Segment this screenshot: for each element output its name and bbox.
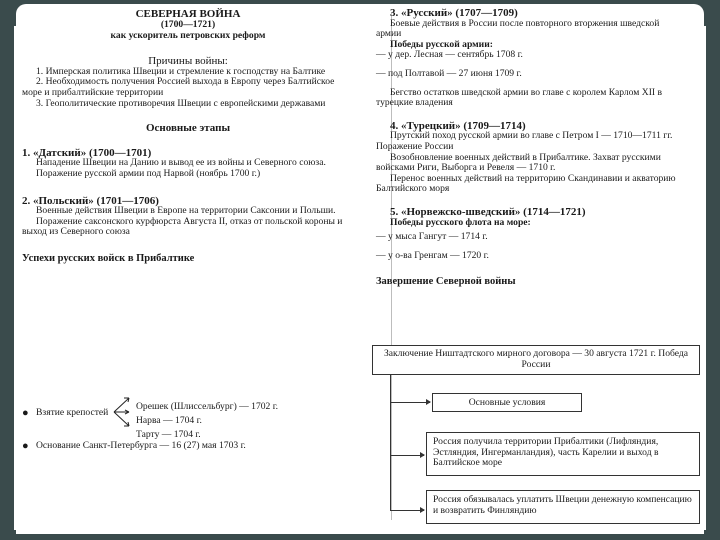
arrow-right-icon: [420, 507, 425, 513]
fortress-item: Орешек (Шлиссельбург) — 1702 г.: [136, 400, 279, 412]
fleet-label: Победы русского флота на море:: [390, 216, 531, 228]
conditions-label: Основные условия: [468, 397, 546, 408]
stage5-title: 5. «Норвежско-шведский» (1714—1721): [390, 205, 586, 218]
flight-text: Бегство остатков шведской армии во главе с королем Карлом XII в турецкие владения: [376, 86, 663, 109]
victory-item: — под Полтавой — 27 июня 1709 г.: [376, 67, 522, 79]
treaty-box: [372, 345, 700, 375]
stage3-title: 3. «Русский» (1707—1709): [390, 7, 518, 19]
condition-box: [426, 490, 700, 524]
founding-text: Основание Санкт-Петербурга — 16 (27) мая 1703 г.: [36, 440, 246, 451]
successes-heading: Успехи русских войск в Прибалтике: [22, 252, 195, 264]
bullet-icon: ●: [22, 440, 29, 452]
fortresses-label: Взятие крепостей: [36, 407, 109, 418]
stage4-title: 4. «Турецкий» (1709—1714): [390, 119, 526, 132]
condition-text: Россия получила территории Прибалтики (Лифляндия, Эстляндия, Ингерманландия), часть Карелии и выход в Балтийское море: [433, 436, 659, 469]
fortress-arrows-icon: [112, 394, 132, 430]
victories-label: Победы русской армии:: [390, 38, 493, 50]
stage3-text: Боевые действия в России после повторного вторжения шведской армии: [376, 17, 660, 40]
end-heading: Завершение Северной войны: [376, 276, 516, 288]
fortress-item: Тарту — 1704 г.: [136, 428, 201, 440]
fleet-item: — у мыса Гангут — 1714 г.: [376, 231, 488, 243]
cause-item: 3. Геополитические противоречия Швеции с европейскими державами: [36, 97, 326, 109]
connector-line: [390, 375, 391, 511]
condition-text: Россия обязывалась уплатить Швеции денежную компенсацию и возвратить Финляндию: [433, 494, 692, 516]
cause-item: 2. Необходимость получения Россией выхода в Европу через Балтийское море и прибалтийские территории: [22, 76, 335, 98]
connector-line: [390, 510, 424, 511]
arrow-right-icon: [426, 399, 431, 405]
stage1-title: 1. «Датский» (1700—1701): [22, 146, 152, 159]
arrow-right-icon: [420, 452, 425, 458]
left-column: [22, 8, 354, 265]
stage2-text: Военные действия Швеции в Европе на территории Саксонии и Польши.: [36, 205, 336, 217]
victory-item: — у дер. Лесная — сентябрь 1708 г.: [376, 49, 523, 61]
conditions-box: [432, 393, 582, 412]
right-column: [376, 8, 686, 288]
doc-title: СЕВЕРНАЯ ВОЙНА: [135, 8, 241, 20]
stage2-title: 2. «Польский» (1701—1706): [22, 194, 159, 207]
doc-subtitle: как ускоритель петровских реформ: [110, 29, 266, 41]
connector-line: [390, 402, 430, 403]
treaty-text: Заключение Ништадтского мирного договора — 30 августа 1721 г. Победа России: [383, 348, 689, 370]
bullet-icon: ●: [22, 407, 29, 419]
connector-line: [390, 455, 424, 456]
window-frame-right: [706, 0, 720, 540]
stage4-text: Прутский поход русской армии во главе с Петром I — 1710—1711 гг. Поражение России: [376, 130, 673, 152]
stage4-text: Перенос военных действий на территорию Скандинавии и акваторию Балтийского моря: [376, 172, 676, 195]
causes-heading: Причины войны:: [148, 55, 228, 68]
doc-years: (1700—1721): [160, 19, 216, 30]
condition-box: [426, 432, 700, 476]
stages-heading: Основные этапы: [145, 122, 231, 135]
fortress-item: Нарва — 1704 г.: [136, 414, 202, 426]
stage1-text: Нападение Швеции на Данию и вывод ее из войны и Северного союза.: [36, 157, 326, 169]
stage1-text: Поражение русской армии под Нарвой (ноябрь 1700 г.): [36, 167, 261, 179]
document-page: [16, 4, 704, 534]
cause-item: 1. Имперская политика Швеции и стремление к господству на Балтике: [36, 65, 326, 77]
stage4-text: Возобновление военных действий в Прибалтике. Захват русскими войсками Риги, Выборга и Ревеля — 1710 г.: [376, 151, 661, 174]
stage2-text: Поражение саксонского курфюрста Августа II, отказ от польской короны и выход из Северного союза: [22, 215, 343, 238]
fleet-item: — у о-ва Гренгам — 1720 г.: [376, 249, 489, 261]
window-frame-left: [0, 0, 14, 540]
